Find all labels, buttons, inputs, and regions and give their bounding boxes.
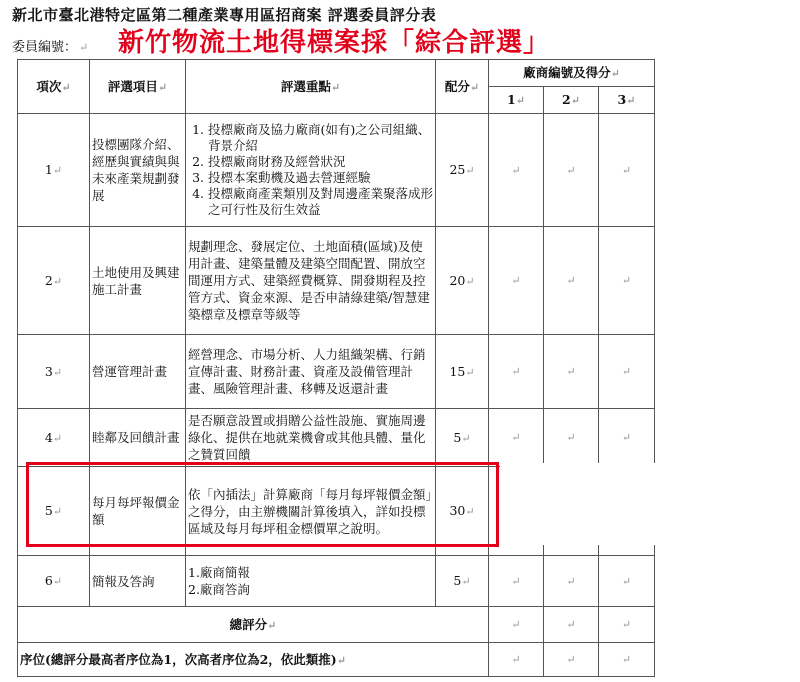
redacted-area bbox=[500, 463, 780, 545]
table-row bbox=[18, 409, 655, 467]
total-row bbox=[18, 607, 655, 643]
rank-label: 序位(總評分最高者序位為1，次高者序位為2，依此類推)↵ bbox=[18, 643, 489, 677]
member-label-text: 委員編號： bbox=[12, 40, 78, 55]
total-input-vendor-2[interactable]: ↵ bbox=[544, 607, 599, 643]
score-input-vendor-2[interactable]: ↵ bbox=[544, 409, 599, 467]
table-row bbox=[18, 114, 655, 227]
row-item: 簡報及答詢 bbox=[90, 556, 186, 607]
score-input-vendor-1[interactable]: ↵ bbox=[489, 114, 544, 227]
row-points: 經營理念、市場分析、人力組織架構、行銷宣傳計畫、財務計畫、資產及設備管理計畫、風險管理計畫、移轉及返還計畫 bbox=[186, 335, 436, 409]
row-item: 睦鄰及回饋計畫 bbox=[90, 409, 186, 467]
score-input-vendor-1[interactable]: ↵ bbox=[489, 556, 544, 607]
score-input-vendor-3[interactable]: ↵ bbox=[599, 409, 655, 467]
header-item: 評選項目↵ bbox=[90, 60, 186, 114]
score-input-vendor-3[interactable]: ↵ bbox=[599, 227, 655, 335]
row-no: 4↵ bbox=[18, 409, 90, 467]
row-item: 每月每坪報價金額 bbox=[90, 467, 186, 556]
score-input-vendor-3[interactable]: ↵ bbox=[599, 335, 655, 409]
row-points: 規劃理念、發展定位、土地面積(區域)及使用計畫、建築量體及建築空間配置、開放空間運用方式、建築經費概算、開發期程及控管方式、資金來源、是否申請綠建築/智慧建築標章及標章等級等 bbox=[186, 227, 436, 335]
document-title: 新北市臺北港特定區第二種產業專用區招商案 評選委員評分表 bbox=[12, 6, 437, 24]
row-no: 5↵ bbox=[18, 467, 90, 556]
row-no: 3↵ bbox=[18, 335, 90, 409]
row-score: 5↵ bbox=[436, 409, 489, 467]
header-vendor-group: 廠商編號及得分↵ bbox=[489, 60, 655, 87]
row-no: 1↵ bbox=[18, 114, 90, 227]
return-mark: ↵ bbox=[79, 41, 89, 54]
point-item: 3. 投標本案動機及過去營運經驗 bbox=[208, 170, 433, 186]
point-item: 4. 投標廠商產業類別及對周邊產業聚落成形之可行性及衍生效益 bbox=[208, 186, 433, 218]
rank-input-vendor-1[interactable]: ↵ bbox=[489, 643, 544, 677]
score-input-vendor-2[interactable]: ↵ bbox=[544, 556, 599, 607]
row-points bbox=[186, 556, 436, 607]
row-score: 5↵ bbox=[436, 556, 489, 607]
score-input-vendor-3[interactable]: ↵ bbox=[599, 556, 655, 607]
header-vendor-3: 3↵ bbox=[599, 87, 655, 114]
score-input-vendor-2[interactable]: ↵ bbox=[544, 335, 599, 409]
row-no: 2↵ bbox=[18, 227, 90, 335]
point-item: 1. 投標廠商及協力廠商(如有)之公司組織、背景介紹 bbox=[208, 122, 433, 154]
header-points: 評選重點↵ bbox=[186, 60, 436, 114]
row-score: 30↵ bbox=[436, 467, 489, 556]
total-label: 總評分↵ bbox=[18, 607, 489, 643]
rank-row bbox=[18, 643, 655, 677]
row-score: 25↵ bbox=[436, 114, 489, 227]
score-input-vendor-1[interactable]: ↵ bbox=[489, 227, 544, 335]
row-item: 投標團隊介紹、經歷與實績與與未來產業規劃發展 bbox=[90, 114, 186, 227]
score-input-vendor-2[interactable]: ↵ bbox=[544, 114, 599, 227]
table-row bbox=[18, 556, 655, 607]
header-vendor-1: 1↵ bbox=[489, 87, 544, 114]
point-item: 2.廠商答詢 bbox=[188, 582, 250, 597]
row-item: 土地使用及興建施工計畫 bbox=[90, 227, 186, 335]
member-number-label bbox=[12, 36, 88, 55]
point-item: 1.廠商簡報 bbox=[188, 565, 250, 580]
total-input-vendor-3[interactable]: ↵ bbox=[599, 607, 655, 643]
row-item: 營運管理計畫 bbox=[90, 335, 186, 409]
scoring-table bbox=[17, 59, 655, 677]
header-vendor-2: 2↵ bbox=[544, 87, 599, 114]
row-no: 6↵ bbox=[18, 556, 90, 607]
score-input-vendor-1[interactable]: ↵ bbox=[489, 409, 544, 467]
table-row bbox=[18, 227, 655, 335]
header-item-no: 項次↵ bbox=[18, 60, 90, 114]
header-score: 配分↵ bbox=[436, 60, 489, 114]
score-input-vendor-1[interactable]: ↵ bbox=[489, 335, 544, 409]
row-score: 15↵ bbox=[436, 335, 489, 409]
headline-overlay: 新竹物流土地得標案採「綜合評選」 bbox=[118, 28, 551, 58]
row-points bbox=[186, 114, 436, 227]
score-input-vendor-2[interactable]: ↵ bbox=[544, 227, 599, 335]
row-points: 是否願意設置或捐贈公益性設施、實施周邊綠化、提供在地就業機會或其他具體、量化之贊質回饋 bbox=[186, 409, 436, 467]
score-input-vendor-3[interactable]: ↵ bbox=[599, 114, 655, 227]
row-score: 20↵ bbox=[436, 227, 489, 335]
point-item: 2. 投標廠商財務及經營狀況 bbox=[208, 154, 433, 170]
row-points: 依「內插法」計算廠商「每月每坪報價金額」之得分，由主辦機關計算後填入，詳如投標區域及每月每坪租金標價單之說明。 bbox=[186, 467, 436, 556]
total-input-vendor-1[interactable]: ↵ bbox=[489, 607, 544, 643]
table-row bbox=[18, 335, 655, 409]
rank-input-vendor-3[interactable]: ↵ bbox=[599, 643, 655, 677]
rank-input-vendor-2[interactable]: ↵ bbox=[544, 643, 599, 677]
